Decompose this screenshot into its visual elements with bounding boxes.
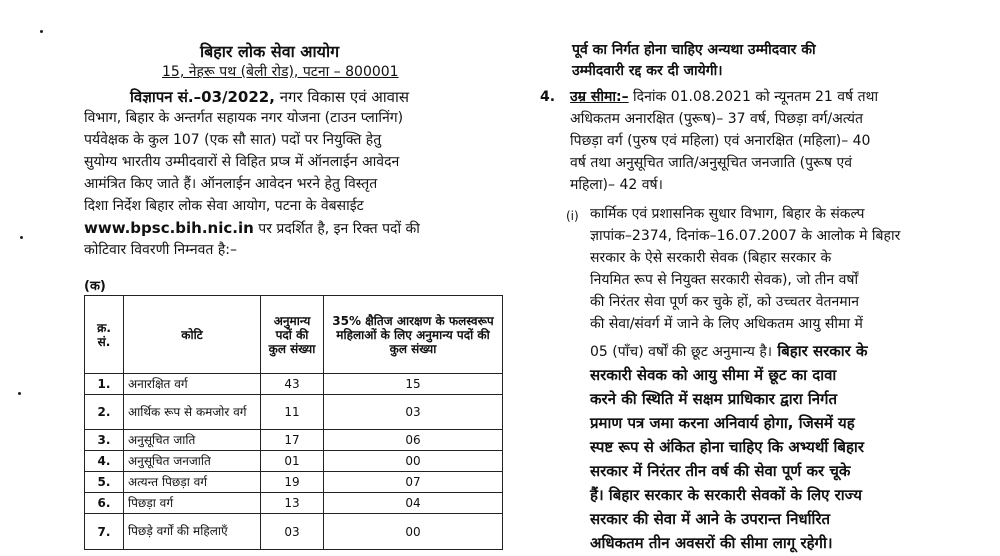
relaxation-bold-line: प्रमाण पत्र जमा करना अनिवार्य होगा, जिसमें यह — [590, 414, 855, 432]
cell-total: 11 — [261, 395, 324, 430]
cell-women: 03 — [324, 395, 503, 430]
cell-category: अनारक्षित वर्ग — [124, 374, 261, 395]
table-row — [85, 374, 503, 395]
section-number: 4. — [540, 89, 556, 105]
cell-women: 00 — [324, 451, 503, 472]
cell-serial: 7. — [85, 514, 124, 550]
para-text: नगर विकास एवं आवास — [274, 88, 410, 106]
age-limit-line: वर्ष तथा अनुसूचित जाति/अनुसूचित जनजाति (पुरूष एवं — [570, 155, 853, 171]
cell-serial: 5. — [85, 472, 124, 493]
cell-serial: 3. — [85, 430, 124, 451]
relaxation-bold-line: सरकार की सेवा में आने के उपरान्त निर्धारित — [590, 510, 831, 528]
relaxation-bold-line: अधिकतम तीन अवसरों की सीमा लागू रहेगी। — [590, 534, 833, 552]
cell-women: 15 — [324, 374, 503, 395]
cell-total: 13 — [261, 493, 324, 514]
age-limit-line — [570, 87, 878, 107]
posts-table — [84, 295, 503, 550]
scan-speck — [18, 392, 21, 395]
relaxation-text: 05 (पाँच) वर्षों की छूट अनुमान्य है। — [590, 344, 773, 360]
relaxation-line: की सेवा/संवर्ग में जाने के लिए अधिकतम आयु सीमा में — [590, 316, 863, 332]
scan-speck — [20, 236, 23, 239]
relaxation-line — [590, 341, 868, 362]
cell-category: आर्थिक रूप से कमजोर वर्ग — [124, 395, 261, 430]
para-text: पर प्रदर्शित है, इन रिक्त पदों की — [253, 221, 420, 237]
cell-women: 07 — [324, 472, 503, 493]
table-header-row — [85, 296, 503, 374]
relaxation-line: कार्मिक एवं प्रशासनिक सुधार विभाग, बिहार के संकल्प — [590, 206, 865, 222]
cell-women: 06 — [324, 430, 503, 451]
org-address: 15, नेहरू पथ (बेली रोड), पटना – 800001 — [162, 64, 399, 80]
col-header-total-posts: अनुमान्य पदों की कुल संख्या — [261, 296, 324, 374]
table-row — [85, 395, 503, 430]
cell-total: 43 — [261, 374, 324, 395]
relaxation-line: नियमित रूप से नियुक्त सरकारी सेवक), जो तीन वर्षों — [590, 272, 859, 288]
para-line: विभाग, बिहार के अन्तर्गत सहायक नगर योजना (टाउन प्लानिंग) — [84, 110, 404, 126]
age-limit-line: पिछड़ा वर्ग (पुरुष एवं महिला) एवं अनारक्षित (महिला)– 40 — [570, 133, 871, 149]
relaxation-bold-line: स्पष्ट रूप से अंकित होना चाहिए कि अभ्यर्थी बिहार — [590, 438, 864, 456]
col-header-category: कोटि — [124, 296, 261, 374]
age-limit-text: दिनांक 01.08.2021 को न्यूनतम 21 वर्ष तथा — [628, 89, 879, 105]
relaxation-line: सरकार के ऐसे सरकारी सेवक (बिहार सरकार के — [590, 250, 832, 266]
relaxation-line: ज्ञापांक–2374, दिनांक–16.07.2007 के आलोक मे बिहार — [590, 228, 901, 244]
sub-item-marker: (i) — [566, 209, 579, 223]
cell-serial: 4. — [85, 451, 124, 472]
cell-category: पिछड़ा वर्ग — [124, 493, 261, 514]
cell-total: 17 — [261, 430, 324, 451]
col-header-women-posts: 35% क्षैतिज आरक्षण के फलस्वरूप महिलाओं के लिए अनुमान्य पदों की कुल संख्या — [324, 296, 503, 374]
table-row — [85, 430, 503, 451]
age-limit-line: महिला)– 42 वर्ष। — [570, 177, 663, 193]
cell-women: 00 — [324, 514, 503, 550]
cell-serial: 1. — [85, 374, 124, 395]
col-header-serial: क्र. सं. — [85, 296, 124, 374]
relaxation-bold-line: सरकारी सेवक को आयु सीमा में छूट का दावा — [590, 366, 837, 384]
relaxation-bold-line: हैं। बिहार सरकार के सरकारी सेवकों के लिए राज्य — [590, 486, 862, 504]
para-line: पर्यवेक्षक के कुल 107 (एक सौ सात) पदों पर नियुक्ति हेतु — [84, 132, 382, 148]
relaxation-bold-line: सरकार में निरंतर तीन वर्ष की सेवा पूर्ण कर चूके — [590, 462, 851, 480]
relaxation-bold-line: करने की स्थिति में सक्षम प्राधिकार द्वारा निर्गत — [590, 390, 838, 408]
advt-number: विज्ञापन सं.–03/2022, — [130, 88, 275, 106]
para-line: दिशा निर्देश बिहार लोक सेवा आयोग, पटना के वेबसाईट — [84, 198, 364, 214]
age-limit-heading: उम्र सीमा:– — [570, 89, 629, 105]
para-line — [130, 87, 409, 107]
relaxation-line: की निरंतर सेवा पूर्ण कर चुके हों, को उच्चतर वेतनमान — [590, 294, 860, 310]
para-line: आमंत्रित किए जाते हैं। ऑनलाईन आवेदन भरने हेतु विस्तृत — [84, 176, 378, 192]
table-row — [85, 472, 503, 493]
cell-category: अनुसूचित जनजाति — [124, 451, 261, 472]
cell-total: 03 — [261, 514, 324, 550]
cell-category: पिछड़े वर्गों की महिलाएँ — [124, 514, 261, 550]
cell-women: 04 — [324, 493, 503, 514]
cell-serial: 2. — [85, 395, 124, 430]
org-title: बिहार लोक सेवा आयोग — [200, 42, 340, 61]
table-row — [85, 493, 503, 514]
right-line: उम्मीदवारी रद्द कर दी जायेगी। — [572, 63, 723, 79]
cell-serial: 6. — [85, 493, 124, 514]
para-line — [84, 218, 420, 239]
relaxation-bold-text: बिहार सरकार के — [772, 342, 868, 360]
cell-category: अत्यन्त पिछड़ा वर्ग — [124, 472, 261, 493]
right-line: पूर्व का निर्गत होना चाहिए अन्यथा उम्मीदवार की — [572, 42, 816, 58]
table-row — [85, 451, 503, 472]
cell-total: 01 — [261, 451, 324, 472]
table-label: (क) — [84, 279, 106, 294]
cell-category: अनुसूचित जाति — [124, 430, 261, 451]
para-line: कोटिवार विवरणी निम्नवत है:– — [84, 242, 238, 258]
age-limit-line: अधिकतम अनारक्षित (पुरूष)– 37 वर्ष, पिछड़ा वर्ग/अत्यंत — [570, 111, 863, 127]
para-line: सुयोग्य भारतीय उम्मीदवारों से विहित प्रप्त्र में ऑनलाईन आवेदन — [84, 154, 400, 170]
scan-speck — [40, 30, 43, 33]
table-row — [85, 514, 503, 550]
website-link[interactable]: www.bpsc.bih.nic.in — [84, 219, 254, 237]
cell-total: 19 — [261, 472, 324, 493]
